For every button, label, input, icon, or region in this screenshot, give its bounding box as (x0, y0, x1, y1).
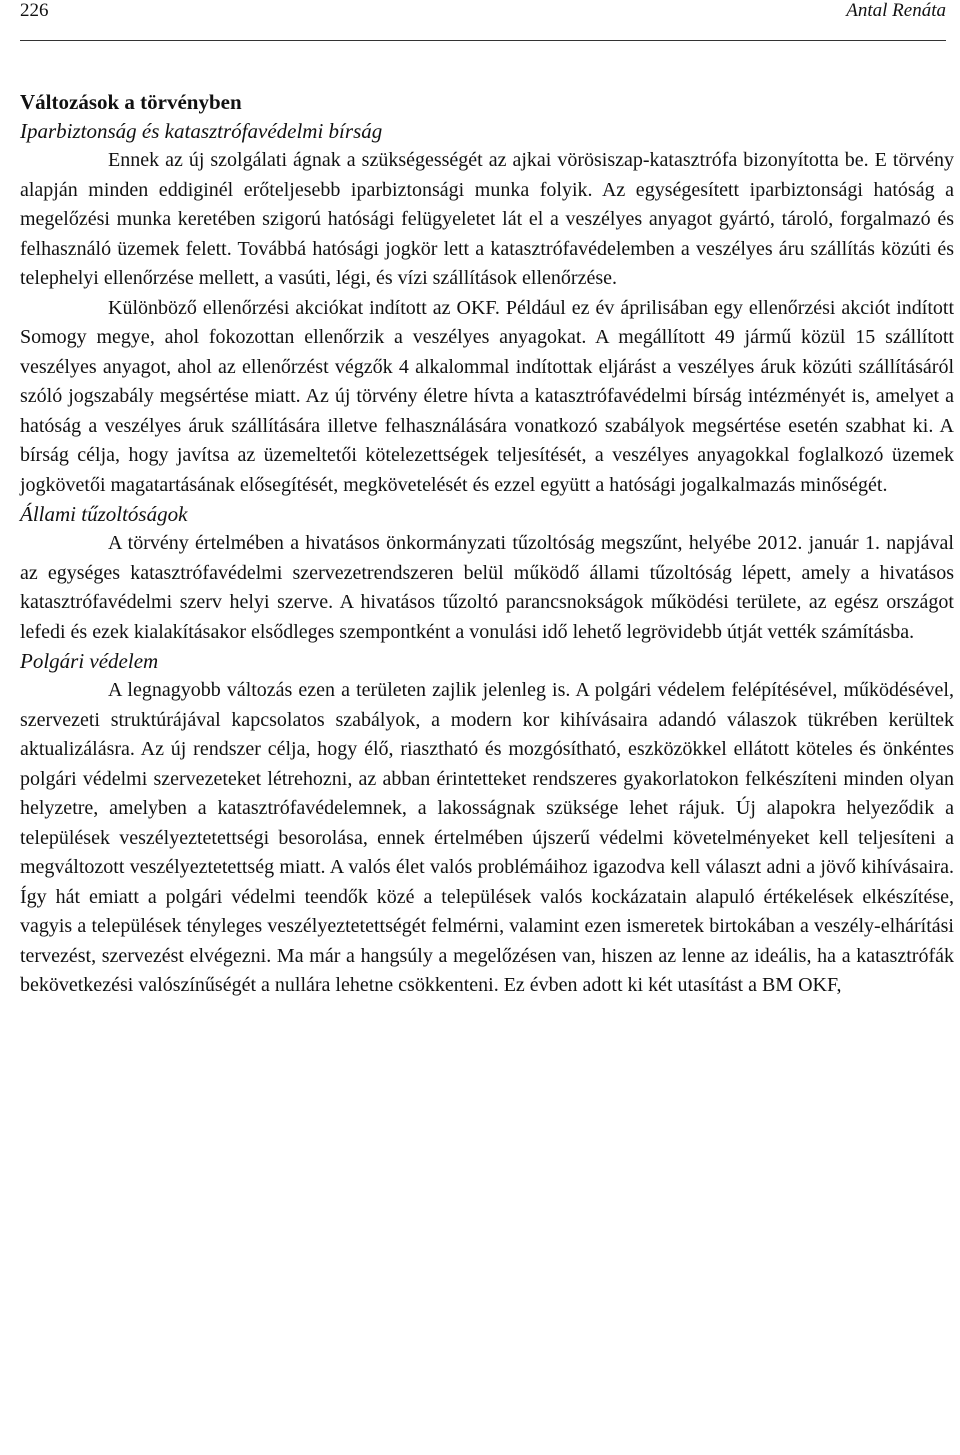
paragraph: A legnagyobb változás ezen a területen zajlik jelenleg is. A polgári védelem felépítésével, működésével, szervezeti struktúrájával kapcsolatos szabályok, a modern kor kihívásaira adandó válaszok tükrében kerültek aktualizálásra. Az új rendszer célja, hogy élő, riasztható és mozgósítható, eszközökkel ellátott köteles és önkéntes polgári védelmi szervezeteket létrehozni, az abban érintetteket rendszeres gyakorlatokon felkészíteni minden olyan helyzetre, amelyben a katasztrófavédelemnek, a lakosságnak szüksége lehet rájuk. Új alapokra helyeződik a települések veszélyeztetettségi besorolása, ennek értelmében újszerű védelmi követelményeket kell teljesíteni a megváltozott veszélyeztetettség miatt. A valós élet valós problémáihoz igazodva kell választ adni a jövő kihívásaira. Így hát emiatt a polgári védelmi teendők közé a települések valós kockázatain alapuló értékelések elkészítése, vagyis a települések tényleges veszélyeztetettségét felmérni, valamint ezen ismeretek birtokában a veszély-elhárítási tervezést, szervezést elvégezni. Ma már a hangsúly a megelőzésen van, hiszen az lenne az ideális, ha a katasztrófák bekövetkezési valószínűségét a nullára lehetne csökkenteni. Ez évben adott ki két utasítást a BM OKF, (20, 679, 954, 996)
paragraph: A törvény értelmében a hivatásos önkormányzati tűzoltóság megszűnt, helyébe 2012. január 1. napjával az egységes katasztrófavédelmi szervezetrendszeren belül működő állami tűzoltóság lépett, amely a hivatásos katasztrófavédelmi szerv helyi szerve. A hivatásos tűzoltó parancsnokságok működési területe, az egész országot lefedi és ezek kialakításakor elsődleges szempontként a vonulási idő lehető legrövidebb útját vették számításba. (20, 532, 954, 643)
subsection-title-polgari-vedelem: Polgári védelem (20, 649, 159, 673)
subsection-title-allami-tuzoltosagok: Állami tűzoltóságok (20, 502, 188, 526)
page-body (20, 88, 954, 1001)
paragraph: Különböző ellenőrzési akciókat indított az OKF. Például ez év áprilisában egy ellenőrzési akciót indított Somogy megye, ahol fokozottan ellenőrzik a veszélyes anyagokat. A megállított 49 jármű közül 15 szállított veszélyes anyagot, ahol az ellenőrzést végzők 4 alkalommal indítottak eljárást a veszélyes áruk közúti szállításáról szóló jogszabály megsértése miatt. Az új törvény életre hívta a katasztrófavédelmi bírság intézményét is, amelyet a hatóság a veszélyes áruk szállítására illetve felhasználására vonatkozó szabályok megsértése esetén szabhat ki. A bírság célja, hogy javítsa az üzemeltetői kötelezettségek teljesítését, a veszélyes anyagokkal foglalkozó üzemek jogkövetői magatartásának elősegítését, megkövetelését és ezzel együtt a hatósági jogalkalmazás minőségét. (20, 296, 954, 496)
subsection-title-iparbiztonsag: Iparbiztonság és katasztrófavédelmi bírság (20, 119, 383, 143)
section-title: Változások a törvényben (20, 90, 242, 114)
running-header (20, 0, 946, 41)
page-number: 226 (20, 0, 49, 21)
paragraph: Ennek az új szolgálati ágnak a szükségességét az ajkai vörösiszap-katasztrófa bizonyította be. E törvény alapján minden eddiginél erőteljesebb iparbiztonsági munka folyik. Az egységesített iparbiztonsági hatóság a megelőzési munka keretében szigorú hatósági felügyeletet lát el a veszélyes anyagot gyártó, tároló, forgalmazó és felhasználó üzemek felett. Továbbá hatósági jogkör lett a katasztrófavédelemben a veszélyes áru szállítás közúti és telephelyi ellenőrzése mellett, a vasúti, légi, és vízi szállítások ellenőrzése. (20, 149, 954, 289)
running-header-author: Antal Renáta (846, 0, 946, 21)
